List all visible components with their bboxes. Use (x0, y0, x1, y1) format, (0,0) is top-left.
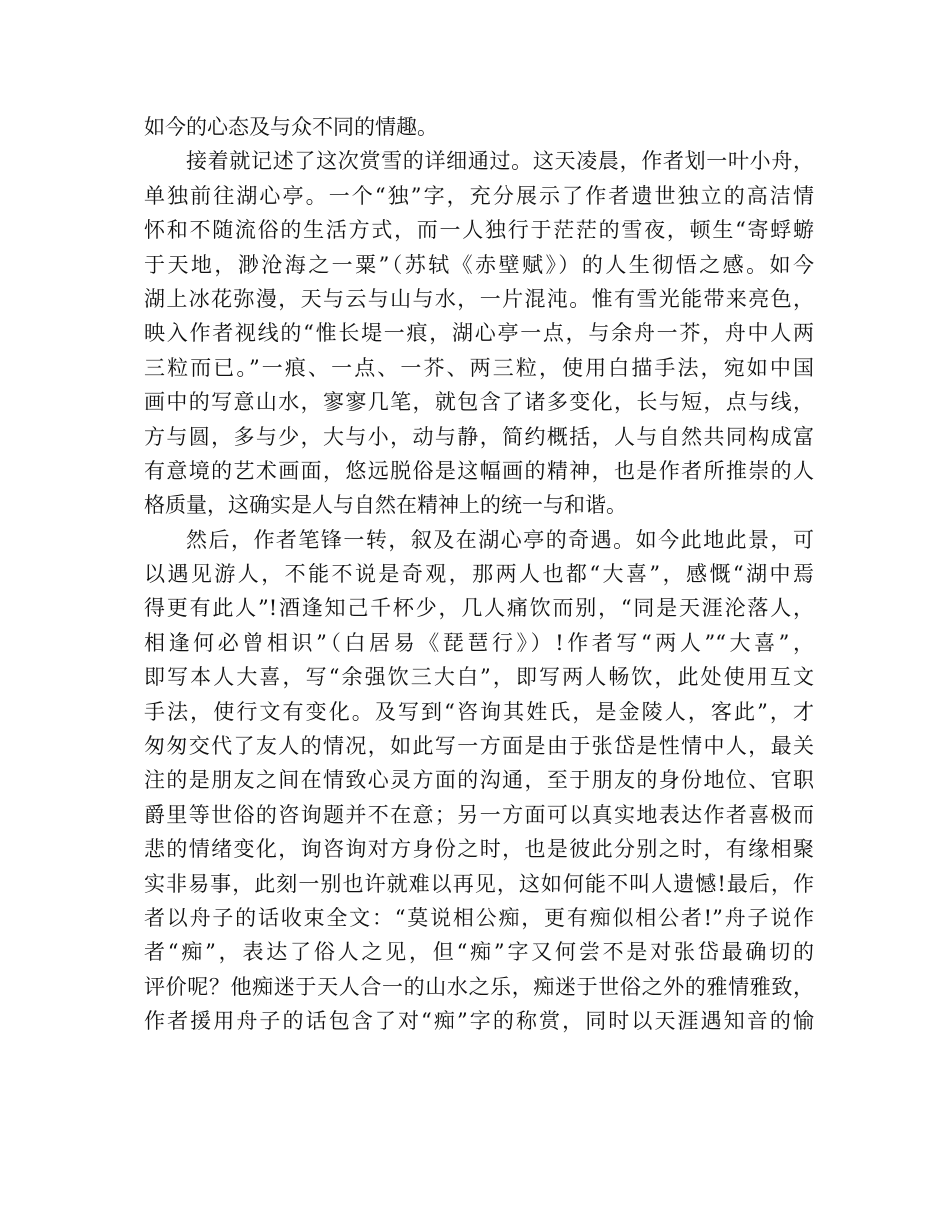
text-line: 实非易事，此刻一别也许就难以再见，这如何能不叫人遗憾!最后，作 (144, 871, 814, 896)
text-line: 注的是朋友之间在情致心灵方面的沟通，至于朋友的身份地位、官职 (144, 768, 814, 793)
text-line: 得更有此人”!酒逢知己千杯少，几人痛饮而别，“同是天涯沦落人， (144, 596, 814, 621)
text-line: 映入作者视线的“惟长堤一痕，湖心亭一点，与余舟一芥，舟中人两 (144, 321, 814, 346)
text-line: 手法，使行文有变化。及写到“咨询其姓氏，是金陵人，客此”，才 (144, 699, 814, 724)
text-line: 以遇见游人，不能不说是奇观，那两人也都“大喜”，感慨“湖中焉 (144, 562, 814, 587)
text-line: 格质量，这确实是人与自然在精神上的统一与和谐。 (144, 493, 627, 518)
document-body (144, 110, 814, 1039)
text-line: 匆匆交代了友人的情况，如此写一方面是由于张岱是性情中人，最关 (144, 734, 814, 759)
text-line: 有意境的艺术画面，悠远脱俗是这幅画的精神，也是作者所推崇的人 (144, 458, 814, 483)
text-line: 湖上冰花弥漫，天与云与山与水，一片混沌。惟有雪光能带来亮色， (144, 286, 814, 311)
text-line: 相逢何必曾相识”（白居易《琵琶行》）!作者写“两人”“大喜”， (144, 630, 814, 655)
text-line: 评价呢？他痴迷于天人合一的山水之乐，痴迷于世俗之外的雅情雅致， (144, 974, 814, 999)
text-line: 即写本人大喜，写“余强饮三大白”，即写两人畅饮，此处使用互文 (144, 665, 814, 690)
text-line: 作者援用舟子的话包含了对“痴”字的称赏，同时以天涯遇知音的愉 (144, 1009, 814, 1034)
text-line: 三粒而已。”一痕、一点、一芥、两三粒，使用白描手法，宛如中国 (144, 355, 814, 380)
paragraph-first-line: 然后，作者笔锋一转，叙及在湖心亭的奇遇。如今此地此景，可 (186, 527, 814, 552)
text-line: 如今的心态及与众不同的情趣。 (144, 115, 438, 139)
text-line: 怀和不随流俗的生活方式，而一人独行于茫茫的雪夜，顿生“寄蜉蝣 (144, 218, 814, 243)
text-line: 者“痴”，表达了俗人之见，但“痴”字又何尝不是对张岱最确切的 (144, 940, 814, 965)
text-line: 悲的情绪变化，询咨询对方身份之时，也是彼此分别之时，有缘相聚 (144, 837, 814, 862)
text-line: 爵里等世俗的咨询题并不在意；另一方面可以真实地表达作者喜极而 (144, 802, 814, 827)
text-line: 单独前往湖心亭。一个“独”字，充分展示了作者遗世独立的高洁情 (144, 183, 814, 208)
text-line: 于天地，渺沧海之一粟”（苏轼《赤壁赋》）的人生彻悟之感。如今 (144, 252, 814, 277)
paragraph-first-line: 接着就记述了这次赏雪的详细通过。这天凌晨，作者划一叶小舟， (186, 149, 814, 174)
text-line: 者以舟子的话收束全文：“莫说相公痴，更有痴似相公者!”舟子说作 (144, 905, 814, 930)
text-line: 方与圆，多与少，大与小，动与静，简约概括，人与自然共同构成富 (144, 424, 814, 449)
text-line: 画中的写意山水，寥寥几笔，就包含了诸多变化，长与短，点与线， (144, 390, 814, 415)
